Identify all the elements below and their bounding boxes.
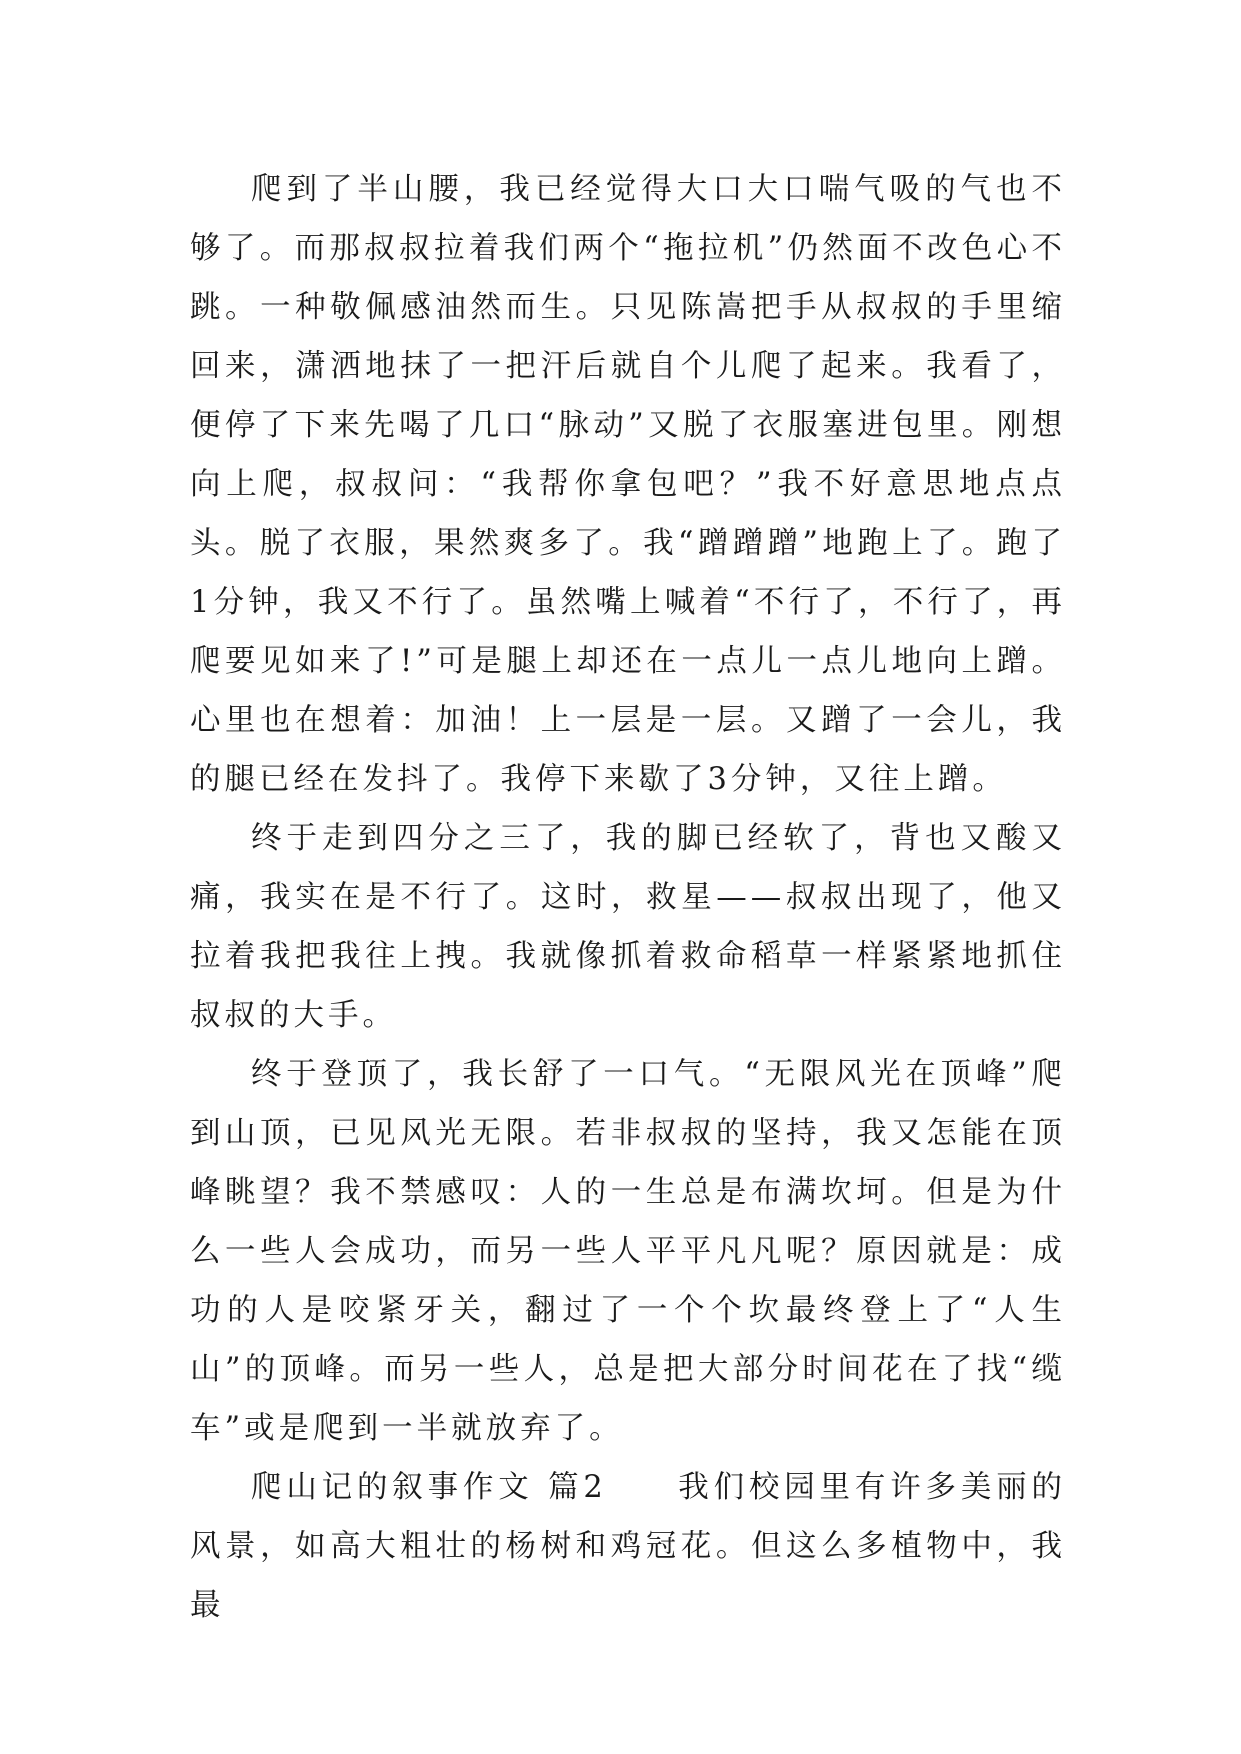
document-body: [190, 160, 1066, 1635]
paragraph: 爬到了半山腰，我已经觉得大口大口喘气吸的气也不够了。而那叔叔拉着我们两个“拖拉机”仍然面不改色心不跳。一种敬佩感油然而生。只见陈嵩把手从叔叔的手里缩回来，潇洒地抹了一把汗后就自个儿爬了起来。我看了，便停了下来先喝了几口“脉动”又脱了衣服塞进包里。刚想向上爬，叔叔问：“我帮你拿包吧？”我不好意思地点点头。脱了衣服，果然爽多了。我“蹭蹭蹭”地跑上了。跑了1分钟，我又不行了。虽然嘴上喊着“不行了，不行了，再爬要见如来了!”可是腿上却还在一点儿一点儿地向上蹭。心里也在想着：加油！上一层是一层。又蹭了一会儿，我的腿已经在发抖了。我停下来歇了3分钟，又往上蹭。: [190, 172, 1066, 797]
paragraph: 终于登顶了，我长舒了一口气。“无限风光在顶峰”爬到山顶，已见风光无限。若非叔叔的坚持，我又怎能在顶峰眺望？我不禁感叹：人的一生总是布满坎坷。但是为什么一些人会成功，而另一些人平平凡凡呢？原因就是：成功的人是咬紧牙关，翻过了一个个坎最终登上了“人生山”的顶峰。而另一些人，总是把大部分时间花在了找“缆车”或是爬到一半就放弃了。: [190, 1057, 1066, 1446]
paragraph: 爬山记的叙事作文 篇2 我们校园里有许多美丽的风景，如高大粗壮的杨树和鸡冠花。但这么多植物中，我最: [190, 1470, 1066, 1623]
paragraph: 终于走到四分之三了，我的脚已经软了，背也又酸又痛，我实在是不行了。这时，救星——叔叔出现了，他又拉着我把我往上拽。我就像抓着救命稻草一样紧紧地抓住叔叔的大手。: [190, 821, 1066, 1033]
